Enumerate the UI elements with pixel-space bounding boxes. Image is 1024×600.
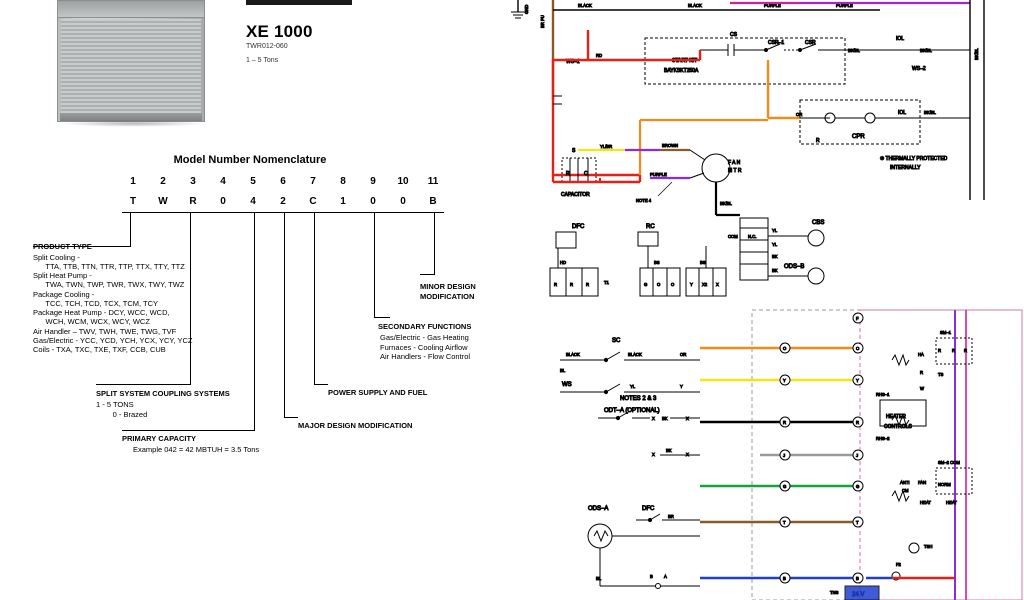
character-cell: 0 xyxy=(220,196,226,207)
svg-text:G: G xyxy=(644,282,648,287)
leader-line xyxy=(420,274,435,275)
leader-line xyxy=(190,212,191,384)
svg-text:BLACK: BLACK xyxy=(688,3,702,8)
unit-louvers xyxy=(61,19,201,113)
leader-line xyxy=(96,384,191,385)
svg-text:NORM: NORM xyxy=(938,482,951,487)
nomenclature-underline xyxy=(122,212,444,213)
svg-text:F2: F2 xyxy=(896,562,901,567)
product-type-line: WCH, WCM, WCX, WCY, WCZ xyxy=(33,317,150,326)
condenser-unit-photo xyxy=(57,0,205,122)
product-type-line: Air Handler – TWV, TWH, TWE, TWG, TVF xyxy=(33,327,177,336)
position-cell: 8 xyxy=(340,176,346,187)
character-cell: 0 xyxy=(400,196,406,207)
product-type-line: TCC, TCH, TCD, TCX, TCM, TCY xyxy=(33,299,159,308)
product-type-heading: PRODUCT TYPE xyxy=(33,242,92,251)
svg-text:O: O xyxy=(783,346,787,351)
leader-line xyxy=(122,430,255,431)
svg-text:WS–1: WS–1 xyxy=(566,59,580,65)
unit-top-cap xyxy=(58,1,204,18)
leader-line xyxy=(314,384,328,385)
svg-text:M T R: M T R xyxy=(728,168,742,174)
svg-text:G: G xyxy=(783,484,787,489)
svg-text:W: W xyxy=(920,386,924,391)
svg-text:J: J xyxy=(856,453,859,458)
svg-text:DFC: DFC xyxy=(642,506,655,512)
svg-text:IOL: IOL xyxy=(898,110,907,116)
svg-text:HEATER: HEATER xyxy=(886,414,906,420)
photo-shadow xyxy=(60,120,206,127)
svg-text:GND: GND xyxy=(524,4,529,14)
svg-text:SC: SC xyxy=(612,338,621,344)
svg-text:R: R xyxy=(554,282,558,287)
svg-text:B: B xyxy=(650,574,653,579)
position-cell: 3 xyxy=(190,176,196,187)
power-supply-heading: POWER SUPPLY AND FUEL xyxy=(328,388,428,397)
svg-text:C: C xyxy=(584,171,588,177)
svg-text:NOTE 4: NOTE 4 xyxy=(636,198,652,203)
character-row xyxy=(118,187,448,207)
wiring-diagram xyxy=(500,0,1024,600)
character-cell: 1 xyxy=(340,196,346,207)
svg-text:G: G xyxy=(856,484,860,489)
svg-text:RHS–1: RHS–1 xyxy=(876,392,890,397)
svg-text:R: R xyxy=(920,370,924,375)
svg-text:O: O xyxy=(856,346,860,351)
svg-text:F: F xyxy=(856,316,859,321)
model-tonnage: 1 – 5 Tons xyxy=(246,57,279,64)
svg-text:R: R xyxy=(570,282,574,287)
primary-capacity-line: Example 042 = 42 MBTUH = 3.5 Tons xyxy=(133,445,260,454)
product-type-line: TTA, TTB, TTN, TTR, TTP, TTX, TTY, TTZ xyxy=(33,262,185,271)
svg-text:T1: T1 xyxy=(604,280,609,285)
character-cell: R xyxy=(189,196,197,207)
svg-text:X: X xyxy=(652,416,655,421)
character-cell: 0 xyxy=(370,196,376,207)
character-cell: W xyxy=(158,196,168,207)
svg-text:BR PU: BR PU xyxy=(540,15,545,28)
character-cell: C xyxy=(309,196,317,207)
svg-text:YL: YL xyxy=(772,242,778,247)
svg-text:ODS–B: ODS–B xyxy=(784,264,805,270)
svg-text:✳ THERMALLY PROTECTED: ✳ THERMALLY PROTECTED xyxy=(880,156,948,162)
nomenclature-panel xyxy=(0,0,500,600)
svg-text:CM: CM xyxy=(902,488,909,493)
svg-text:Y: Y xyxy=(856,378,859,383)
header-rule xyxy=(246,0,352,5)
svg-text:X: X xyxy=(652,452,655,457)
character-cell: T xyxy=(129,196,137,207)
minor-design-line1: MINOR DESIGN xyxy=(420,282,476,291)
svg-text:O: O xyxy=(657,282,661,287)
svg-text:N.C.: N.C. xyxy=(748,234,757,239)
svg-text:BK: BK xyxy=(772,268,778,273)
svg-text:HEAT: HEAT xyxy=(946,500,957,505)
svg-text:SM–2 COM: SM–2 COM xyxy=(938,460,960,465)
wiring-diagram-svg xyxy=(500,0,1024,600)
svg-text:NOTES 2 & 3: NOTES 2 & 3 xyxy=(620,396,657,402)
svg-text:TNS: TNS xyxy=(830,590,839,595)
position-cell: 5 xyxy=(250,176,256,187)
svg-text:X: X xyxy=(686,452,689,457)
nomenclature-grid xyxy=(118,176,448,207)
svg-text:OR: OR xyxy=(796,112,803,117)
position-row xyxy=(118,176,448,187)
svg-text:R: R xyxy=(938,348,942,353)
svg-text:O: O xyxy=(671,282,675,287)
svg-text:WS–2: WS–2 xyxy=(912,66,926,72)
svg-text:BR: BR xyxy=(668,514,674,519)
svg-text:R: R xyxy=(586,282,590,287)
svg-text:PURPLE: PURPLE xyxy=(764,3,781,8)
leader-line xyxy=(130,212,131,246)
position-cell: 10 xyxy=(397,176,409,187)
svg-text:BROWN: BROWN xyxy=(662,143,679,148)
svg-text:J: J xyxy=(783,453,786,458)
svg-text:CBS: CBS xyxy=(812,220,825,226)
svg-text:BK/BL: BK/BL xyxy=(848,48,860,53)
secondary-functions-line: Gas/Electric - Gas Heating xyxy=(380,333,469,342)
svg-text:Y: Y xyxy=(783,378,786,383)
product-type-line: Split Heat Pump - xyxy=(33,271,92,280)
model-code: TWR012-060 xyxy=(246,43,288,50)
svg-text:YL: YL xyxy=(772,228,778,233)
svg-text:PURPLE: PURPLE xyxy=(836,3,853,8)
svg-text:OR: OR xyxy=(680,352,687,357)
svg-text:BK: BK xyxy=(772,254,778,259)
svg-text:START KIT: START KIT xyxy=(672,58,698,64)
major-design-heading: MAJOR DESIGN MODIFICATION xyxy=(298,421,413,430)
svg-text:HEAT: HEAT xyxy=(920,500,931,505)
svg-text:SM–1: SM–1 xyxy=(940,330,951,335)
svg-text:X: X xyxy=(686,416,689,421)
svg-text:CONTROLS: CONTROLS xyxy=(884,424,912,430)
svg-text:S: S xyxy=(572,148,576,154)
minor-design-line2: MODIFICATION xyxy=(420,292,475,301)
product-type-line: Gas/Electric - YCC, YCD, YCH, YCX, YCY, YCZ xyxy=(33,336,193,345)
svg-text:PURPLE: PURPLE xyxy=(650,172,667,177)
svg-text:WS: WS xyxy=(562,382,572,388)
svg-text:B: B xyxy=(783,576,786,581)
svg-text:INTERNALLY: INTERNALLY xyxy=(890,165,921,171)
leader-line xyxy=(434,212,435,274)
position-cell: 6 xyxy=(280,176,286,187)
svg-text:Y: Y xyxy=(680,384,683,389)
svg-text:R: R xyxy=(566,171,570,177)
svg-text:YL: YL xyxy=(630,384,636,389)
svg-text:BAYKSKT250A: BAYKSKT250A xyxy=(664,68,699,74)
leader-line xyxy=(254,212,255,430)
svg-text:TSH: TSH xyxy=(924,544,933,549)
svg-text:BL: BL xyxy=(560,368,566,373)
svg-text:BLACK: BLACK xyxy=(566,352,580,357)
product-type-line: TWA, TWN, TWP, TWR, TWX, TWY, TWZ xyxy=(33,280,185,289)
secondary-functions-heading: SECONDARY FUNCTIONS xyxy=(378,322,472,331)
leader-line xyxy=(314,212,315,384)
svg-text:F A N: F A N xyxy=(728,160,741,166)
svg-text:CSR: CSR xyxy=(805,40,816,46)
coupling-line: 1 - 5 TONS xyxy=(96,400,134,409)
svg-text:A: A xyxy=(664,574,667,579)
svg-text:BK/BL: BK/BL xyxy=(924,110,936,115)
svg-text:R: R xyxy=(964,348,968,353)
secondary-functions-line: Air Handlers - Flow Control xyxy=(380,352,471,361)
svg-text:R: R xyxy=(856,420,860,425)
product-type-line: Package Heat Pump - DCY, WCC, WCD, xyxy=(33,308,170,317)
model-name: XE 1000 xyxy=(246,22,313,41)
nomenclature-title: Model Number Nomenclature xyxy=(173,154,327,166)
position-cell: 9 xyxy=(370,176,376,187)
product-type-line: Package Cooling - xyxy=(33,290,95,299)
svg-text:X: X xyxy=(716,282,719,287)
svg-text:ANTI: ANTI xyxy=(900,480,910,485)
svg-text:TS: TS xyxy=(938,372,944,377)
svg-text:DFC: DFC xyxy=(572,224,585,230)
svg-text:BS: BS xyxy=(654,260,660,265)
svg-text:RC: RC xyxy=(646,224,655,230)
svg-text:CAPACITOR: CAPACITOR xyxy=(561,192,590,198)
svg-text:COM: COM xyxy=(728,234,738,239)
leader-line xyxy=(284,417,298,418)
svg-text:BLACK: BLACK xyxy=(578,3,592,8)
svg-text:BLACK: BLACK xyxy=(628,352,642,357)
character-cell: 4 xyxy=(250,196,256,207)
svg-text:BK/BL: BK/BL xyxy=(974,48,979,60)
product-type-line: Coils - TXA, TXC, TXE, TXF, CCB, CUB xyxy=(33,345,166,354)
svg-text:ODT–A (OPTIONAL): ODT–A (OPTIONAL) xyxy=(604,408,660,414)
svg-text:FAN: FAN xyxy=(918,480,927,485)
character-cell: 2 xyxy=(280,196,286,207)
svg-text:RD: RD xyxy=(596,53,603,58)
leader-line xyxy=(374,317,390,318)
leader-line xyxy=(284,212,285,417)
svg-text:Y: Y xyxy=(690,282,693,287)
secondary-functions-line: Furnaces - Cooling Airflow xyxy=(380,343,468,352)
position-cell: 4 xyxy=(220,176,226,187)
svg-text:CS: CS xyxy=(730,32,737,38)
leader-line xyxy=(374,212,375,317)
coupling-heading: SPLIT SYSTEM COUPLING SYSTEMS xyxy=(96,389,230,398)
position-cell: 1 xyxy=(130,176,136,187)
coupling-line: 0 - Brazed xyxy=(96,410,148,419)
svg-text:T: T xyxy=(856,520,859,525)
svg-text:CSR–1: CSR–1 xyxy=(768,40,785,46)
svg-text:BL: BL xyxy=(596,576,602,581)
svg-text:YL/BR: YL/BR xyxy=(600,144,613,149)
svg-text:ODS–A: ODS–A xyxy=(588,506,609,512)
svg-text:R: R xyxy=(952,348,956,353)
svg-text:BK/BL: BK/BL xyxy=(720,201,732,206)
position-cell: 2 xyxy=(160,176,166,187)
svg-text:R: R xyxy=(783,420,787,425)
svg-text:CPR: CPR xyxy=(852,134,865,140)
svg-text:R: R xyxy=(816,138,820,144)
primary-capacity-heading: PRIMARY CAPACITY xyxy=(122,434,197,443)
position-cell: 11 xyxy=(427,176,439,187)
svg-text:X2: X2 xyxy=(702,282,708,287)
svg-text:HA: HA xyxy=(918,352,924,357)
svg-text:BS: BS xyxy=(700,260,706,265)
position-cell: 7 xyxy=(310,176,316,187)
svg-text:BK/BL: BK/BL xyxy=(920,48,932,53)
svg-text:BK: BK xyxy=(662,416,668,421)
svg-text:T: T xyxy=(783,520,786,525)
svg-text:BK: BK xyxy=(666,448,672,453)
svg-text:IOL: IOL xyxy=(896,36,905,42)
product-type-line: Split Cooling - xyxy=(33,253,80,262)
svg-text:B: B xyxy=(856,576,859,581)
svg-text:HD: HD xyxy=(560,260,567,265)
character-cell: B xyxy=(429,196,437,207)
svg-text:RHS–2: RHS–2 xyxy=(876,436,890,441)
